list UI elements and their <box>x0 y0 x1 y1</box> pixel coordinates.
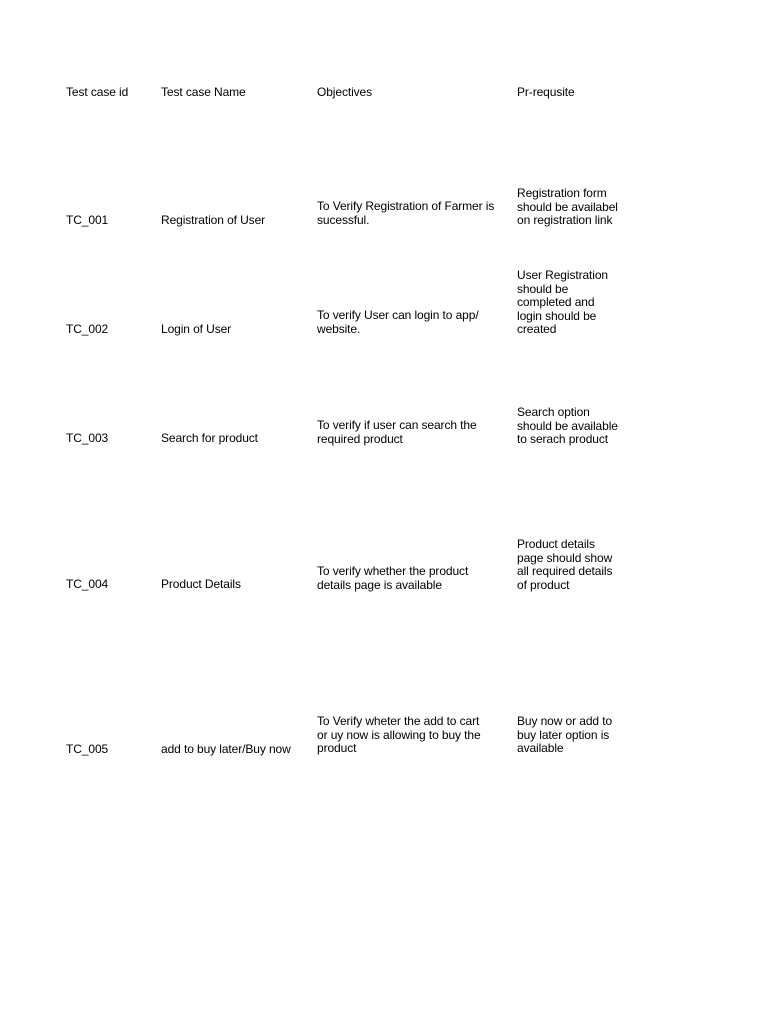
header-test-case-name: Test case Name <box>161 85 246 99</box>
row-4-id: TC_004 <box>66 577 109 591</box>
row-2-objective: To verify User can login to app/ website. <box>317 308 479 336</box>
row-4-prerequisite: Product details page should show all required details of product <box>517 537 613 592</box>
row-2-name: Login of User <box>161 322 232 336</box>
row-4-objective: To verify whether the product details page is available <box>317 564 469 592</box>
header-prerequisite: Pr-requsite <box>517 85 575 99</box>
row-1-name: Registration of User <box>161 213 266 227</box>
row-3-id: TC_003 <box>66 431 109 445</box>
row-4-name: Product Details <box>161 577 241 591</box>
row-1-objective: To Verify Registration of Farmer is sucessful. <box>317 199 495 227</box>
row-2-prerequisite: User Registration should be completed and login should be created <box>517 268 609 336</box>
row-5-prerequisite: Buy now or add to buy later option is available <box>517 714 613 755</box>
row-3-name: Search for product <box>161 431 258 445</box>
header-test-case-id: Test case id <box>66 85 129 99</box>
row-1-prerequisite: Registration form should be availabel on registration link <box>517 186 618 227</box>
row-5-objective: To Verify wheter the add to cart or uy now is allowing to buy the product <box>317 714 481 755</box>
row-2-id: TC_002 <box>66 322 109 336</box>
row-3-objective: To verify if user can search the required product <box>317 418 477 446</box>
row-3-prerequisite: Search option should be available to serach product <box>517 405 618 446</box>
row-5-name: add to buy later/Buy now <box>161 742 291 756</box>
row-5-id: TC_005 <box>66 742 109 756</box>
row-1-id: TC_001 <box>66 213 109 227</box>
header-objectives: Objectives <box>317 85 373 99</box>
